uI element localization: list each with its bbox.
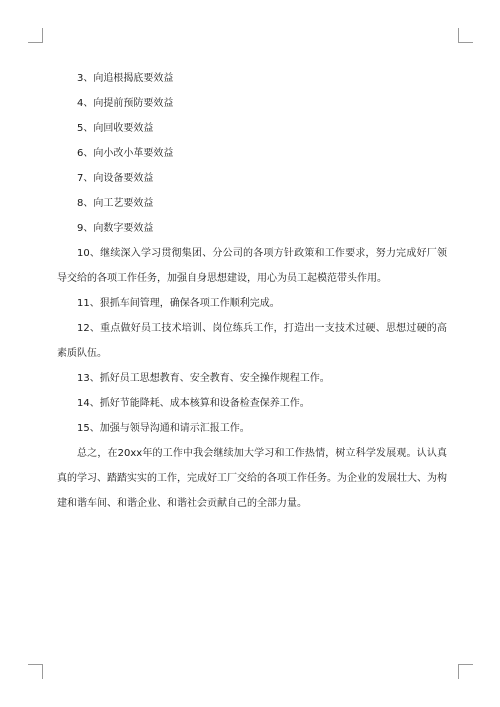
crop-mark-top-right: [458, 28, 473, 43]
paragraph-item-7: 7、向设备要效益: [77, 173, 154, 184]
crop-mark-top-left: [28, 28, 43, 43]
paragraph-summary: 总之，在20xx年的工作中我会继续加大学习和工作热情，树立科学发展观。认认真真的学习、踏踏实实的工作，完成好工厂交给的各项工作任务。为企业的发展壮大、为构建和谐车间、和谐企业、和谐社会贡献自己的全部力量。: [57, 448, 447, 509]
paragraph-item-14: 14、抓好节能降耗、成本核算和设备检查保养工作。: [77, 398, 310, 409]
document-body: [57, 66, 447, 516]
crop-mark-bottom-right: [458, 664, 473, 679]
paragraph-item-13: 13、抓好员工思想教育、安全教育、安全操作规程工作。: [77, 373, 330, 384]
crop-mark-bottom-left: [28, 664, 43, 679]
paragraph-item-12: 12、重点做好员工技术培训、岗位练兵工作，打造出一支技术过硬、思想过硬的高素质队伍。: [57, 323, 447, 359]
paragraph-item-15: 15、加强与领导沟通和请示汇报工作。: [77, 423, 250, 434]
paragraph-item-4: 4、向提前预防要效益: [77, 98, 174, 109]
paragraph-item-11: 11、狠抓车间管理，确保各项工作顺利完成。: [77, 298, 280, 309]
paragraph-item-8: 8、向工艺要效益: [77, 198, 154, 209]
paragraph-item-5: 5、向回收要效益: [77, 123, 154, 134]
paragraph-item-9: 9、向数字要效益: [77, 223, 154, 234]
paragraph-item-3: 3、向追根揭底要效益: [77, 73, 174, 84]
paragraph-item-6: 6、向小改小革要效益: [77, 148, 174, 159]
paragraph-item-10: 10、继续深入学习贯彻集团、分公司的各项方针政策和工作要求，努力完成好厂领导交给的各项工作任务，加强自身思想建设，用心为员工起模范带头作用。: [57, 248, 447, 284]
